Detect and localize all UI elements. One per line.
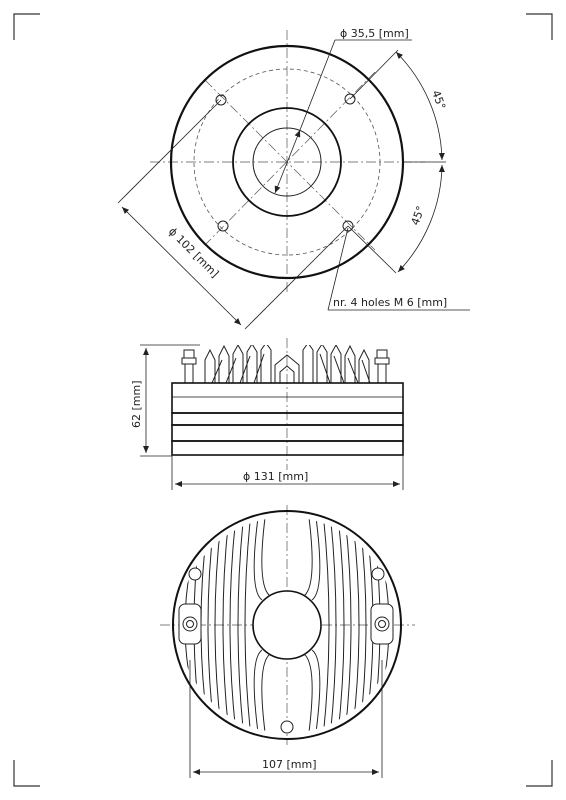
angle-upper-label: 45° [429, 88, 449, 112]
side-fins [205, 343, 370, 383]
inner-diameter-label: ϕ 35,5 [mm] [340, 27, 409, 40]
diameter-label: ϕ 131 [mm] [243, 470, 309, 483]
bottom-center-hole [253, 591, 321, 659]
inner-diameter-dimension [275, 40, 412, 193]
side-body [172, 383, 403, 455]
side-screws [182, 350, 389, 383]
angle-lower-label: 45° [408, 204, 428, 228]
holes-label: nr. 4 holes M 6 [mm] [333, 296, 448, 309]
frame-corners [14, 14, 552, 786]
mounting-holes [216, 94, 355, 231]
width-label: 107 [mm] [262, 758, 317, 771]
bottom-view [160, 505, 415, 778]
bolt-circle-dimension [118, 100, 348, 329]
height-label: 62 [mm] [130, 380, 143, 428]
top-view [118, 27, 470, 329]
bolt-circle-label: ϕ 102 [mm] [165, 224, 222, 281]
angle-dimensions [348, 50, 449, 273]
side-view [130, 338, 403, 490]
